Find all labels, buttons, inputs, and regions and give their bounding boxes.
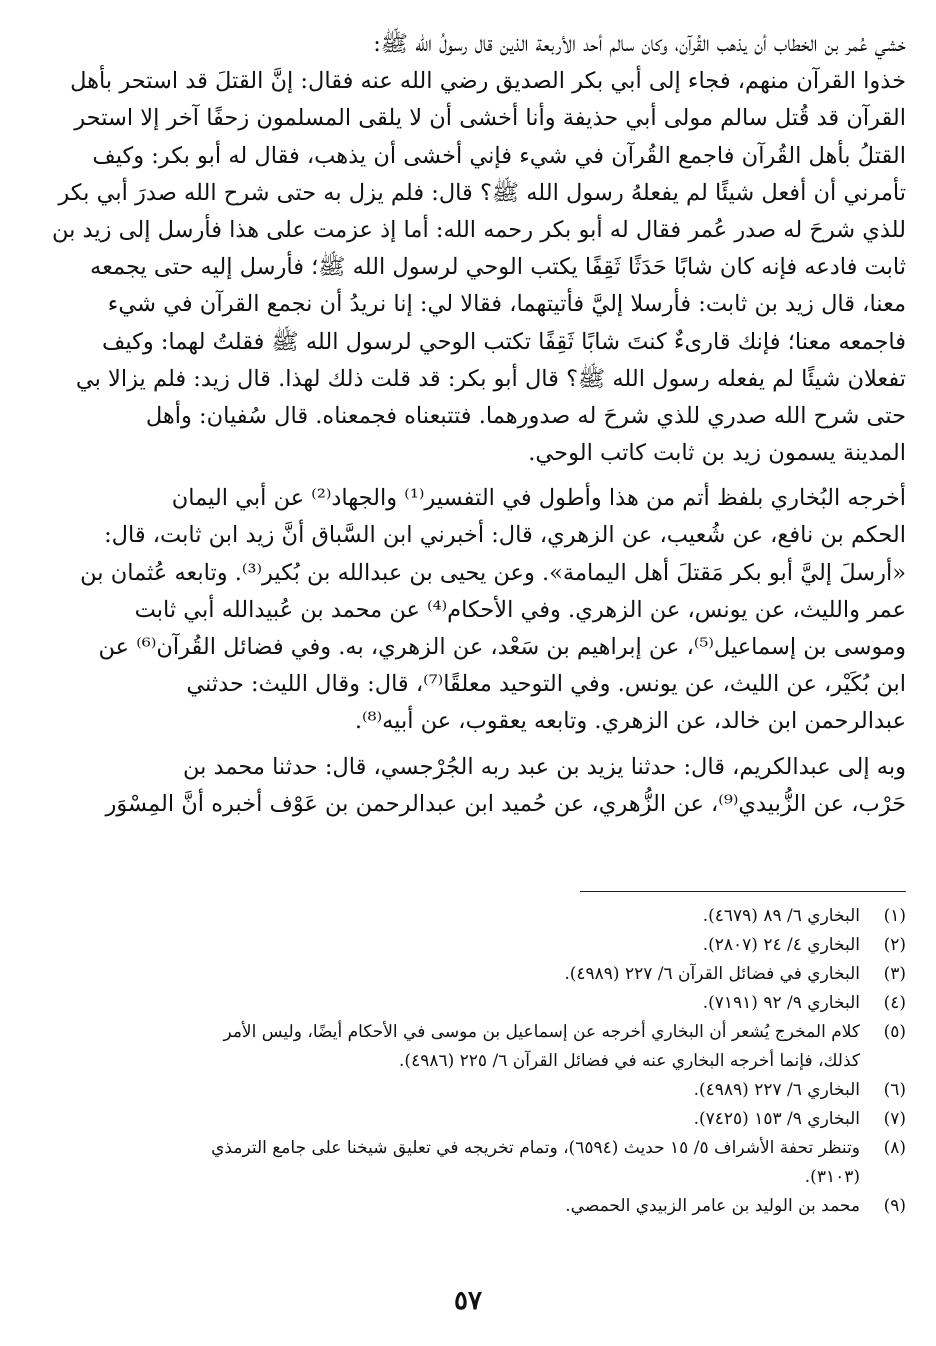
footnote-text [30, 931, 860, 960]
footnote-item [30, 1105, 906, 1134]
text-line: خذوا القرآن منهم، فجاء إلى أبي بكر الصديق رضي الله عنه فقال: إنَّ القتلَ قد استحر بأهل [70, 68, 906, 95]
text-line: عبدالرحمن ابن خالد، عن الزهري. وتابعه يعقوب، عن أبيه⁽⁸⁾. [354, 708, 906, 735]
text-line: فاجمعه معنا؛ فإنك قارىءٌ كنتَ شابًا ثَقِفًا تكتب الوحي لرسول الله ﷺ فقلتُ لهما: وكيف [102, 328, 906, 355]
footnote-number: (١) [883, 906, 906, 926]
text-line: حتى شرح الله صدري للذي شرحَ له صدورهما. فتتبعناه فجمعناه. قال سُفيان: وأهل [145, 402, 906, 429]
text-line: «أرسلَ إليَّ أبو بكر مَقتلَ أهل اليمامة». وعن يحيى بن عبدالله بن بُكير⁽³⁾. وتابعه عُثمان بن [80, 559, 906, 586]
text-line: خشي عُمر بن الخطاب أن يذهب القُرآن، وكان سالم أحد الأربعة الذين قال رسولُ الله ﷺ: [373, 31, 906, 57]
footnote-line: البخاري ٤/ ٢٤ (٢٨٠٧). [702, 935, 860, 955]
text-line: تفعلان شيئًا لم يفعله رسول الله ﷺ؟ قال أبو بكر: قد قلت ذلك لهذا. قال زيد: فلم يزالا بي [75, 365, 906, 392]
main-text [30, 26, 906, 823]
footnote-item [30, 1192, 906, 1221]
footnote-text [30, 902, 860, 931]
footnote-item [30, 960, 906, 989]
footnote-number: (٥) [883, 1022, 906, 1042]
text-line: ابن بُكَيْر، عن الليث، عن يونس. وفي التوحيد معلقًا⁽⁷⁾، قال: وقال الليث: حدثني [186, 671, 906, 698]
footnote-number: (٧) [883, 1109, 906, 1129]
text-line: وبه إلى عبدالكريم، قال: حدثنا يزيد بن عبد ربه الجُرْجسي، قال: حدثنا محمد بن [182, 753, 906, 780]
footnote-item [30, 1076, 906, 1105]
footnote-line: محمد بن الوليد بن عامر الزبيدي الحمصي. [565, 1196, 860, 1216]
footnote-text [30, 960, 860, 989]
page-number: ٥٧ [454, 1286, 482, 1316]
footnote-line: البخاري ٩/ ٩٢ (٧١٩١). [702, 993, 860, 1013]
footnote-line: البخاري ٦/ ٢٢٧ (٤٩٨٩). [693, 1080, 860, 1100]
footnote-number: (٦) [883, 1080, 906, 1100]
text-line: وموسى بن إسماعيل⁽⁵⁾، عن إبراهيم بن سَعْد، عن الزهري، به. وفي فضائل القُرآن⁽⁶⁾ عن [98, 634, 906, 660]
text-line: أخرجه البُخاري بلفظ أتم من هذا وأطول في التفسير⁽¹⁾ والجهاد⁽²⁾ عن أبي اليمان [171, 485, 906, 512]
footnote-divider [580, 891, 906, 892]
footnote-text [30, 1076, 860, 1105]
footnote-line: كلام المخرج يُشعر أن البخاري أخرجه عن إسماعيل بن موسى في الأحكام أيضًا، وليس الأمر [223, 1022, 860, 1042]
text-line: الحكم بن نافع، عن شُعيب، عن الزهري، قال: أخبرني ابن السَّباق أنَّ زيد ابن ثابت، قال: [104, 522, 906, 549]
footnote-number: (٤) [883, 993, 906, 1013]
footnote-text [30, 1018, 860, 1076]
text-line: معنا، قال زيد بن ثابت: فأرسلا إليَّ فأتيتهما، فقالا لي: إنا نريدُ أن نجمع القرآن في شيء [107, 291, 906, 318]
footnote-number: (٩) [883, 1196, 906, 1216]
footnote-text [30, 1134, 860, 1192]
text-line: عمر والليث، عن يونس، عن الزهري. وفي الأحكام⁽⁴⁾ عن محمد بن عُبيدالله أبي ثابت [134, 596, 906, 623]
footnote-item [30, 989, 906, 1018]
footnote-text [30, 1105, 860, 1134]
footnote-line: البخاري في فضائل القرآن ٦/ ٢٢٧ (٤٩٨٩). [564, 964, 860, 984]
footnote-line: كذلك، فإنما أخرجه البخاري عنه في فضائل القرآن ٦/ ٢٢٥ (٤٩٨٦). [399, 1051, 860, 1071]
footnote-item [30, 1018, 906, 1076]
footnotes [30, 902, 906, 1221]
paragraph-gap [30, 741, 906, 749]
footnote-item [30, 902, 906, 931]
footnote-number: (٨) [883, 1138, 906, 1158]
footnote-line: البخاري ٦/ ٨٩ (٤٦٧٩). [702, 906, 860, 926]
text-line: القتلُ بأهل القُرآن فاجمع القُرآن في شيء فإني أخشى أن يذهب، فقال له أبو بكر: وكيف [92, 142, 906, 169]
footnote-text [30, 1192, 860, 1221]
footnote-line: (٣١٠٣). [804, 1167, 860, 1187]
footnote-number: (٣) [883, 964, 906, 984]
text-line: المدينة يسمون زيد بن ثابت كاتب الوحي. [528, 440, 906, 467]
footnote-text [30, 989, 860, 1018]
text-line: حَرْب، عن الزُّبيدي⁽⁹⁾، عن الزُّهري، عن حُميد ابن عبدالرحمن بن عَوْف أخبره أنَّ المِسْوَر [105, 790, 906, 817]
footnote-line: وتنظر تحفة الأشراف ٥/ ١٥ حديث (٦٥٩٤)، وتمام تخريجه في تعليق شيخنا على جامع الترمذي [211, 1138, 860, 1158]
footnote-item [30, 1134, 906, 1192]
footnote-item [30, 931, 906, 960]
text-line: ثابت فادعه فإنه كان شابًا حَدَثًا ثَقِفًا يكتب الوحي لرسول الله ﷺ؛ فأرسل إليه حتى يجمعه [90, 254, 906, 281]
text-line: القرآن قد قُتل سالم مولى أبي حذيفة وأنا أخشى أن لا يلقى المسلمون زحفًا آخر إلا استحر [74, 105, 906, 132]
text-line: تأمرني أن أفعل شيئًا لم يفعلهُ رسول الله ﷺ؟ قال: فلم يزل به حتى شرح الله صدرَ أبي بكر [58, 179, 906, 206]
footnote-number: (٢) [883, 935, 906, 955]
text-line: للذي شرحَ له صدر عُمر فقال له أبو بكر رحمه الله: أما إذ عزمت على هذا فأرسل إلى زيد بن [51, 216, 906, 243]
paragraph-gap [30, 472, 906, 480]
footnote-line: البخاري ٩/ ١٥٣ (٧٤٢٥). [693, 1109, 860, 1129]
